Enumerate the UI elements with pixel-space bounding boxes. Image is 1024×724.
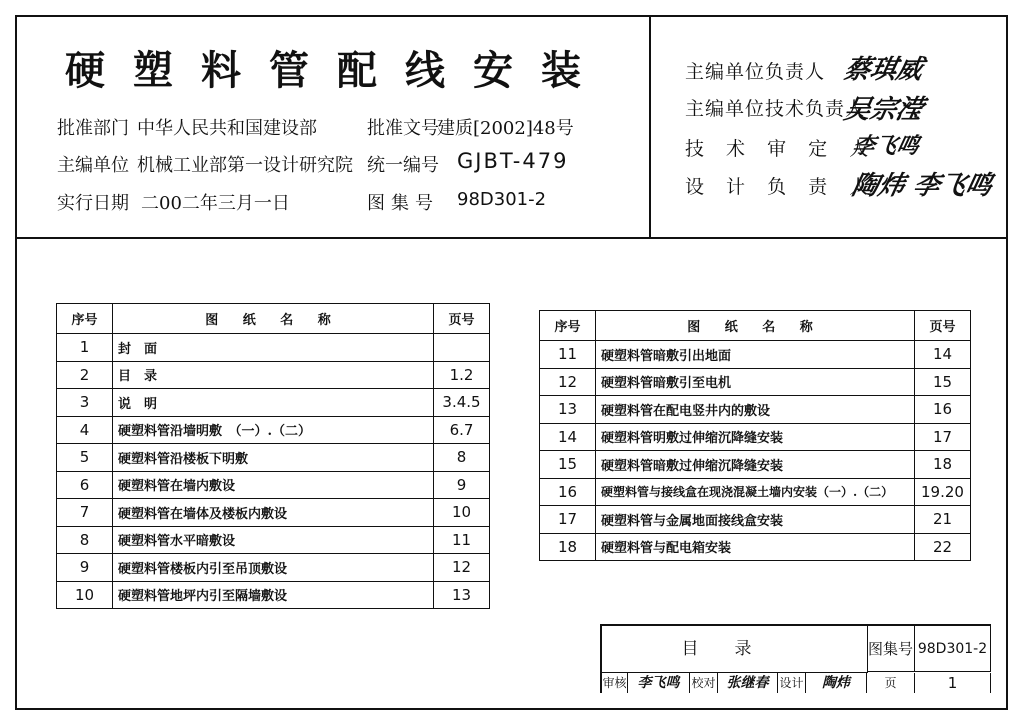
signature: 陶炜 李飞鸣 <box>849 171 995 201</box>
col-no-header: 序号 <box>57 304 113 334</box>
row-name: 目 录 <box>113 361 434 389</box>
table-row <box>540 368 971 396</box>
table-row <box>540 341 971 369</box>
row-no: 13 <box>540 396 596 424</box>
row-name: 硬塑料管水平暗敷设 <box>113 526 434 554</box>
index-table-right <box>539 310 971 561</box>
row-page <box>434 334 490 362</box>
row-name: 硬塑料管楼板内引至吊顶敷设 <box>113 554 434 582</box>
effective-date-label: 实行日期 <box>57 193 129 214</box>
unified-no: GJBT-479 <box>457 149 569 173</box>
unified-no-label: 统一编号 <box>367 155 439 176</box>
table-row <box>540 478 971 506</box>
table-row <box>57 526 490 554</box>
table-row <box>540 451 971 479</box>
table-row <box>540 396 971 424</box>
signatory-label: 技 术 审 定 人 <box>685 138 877 160</box>
page-label: 页 <box>867 673 915 693</box>
row-page: 15 <box>915 368 971 396</box>
row-name: 硬塑料管暗敷过伸缩沉降缝安装 <box>596 451 915 479</box>
table-row <box>57 334 490 362</box>
row-no: 18 <box>540 533 596 561</box>
signature: 蔡琪威 <box>841 55 926 85</box>
design-signature: 陶炜 <box>806 673 867 693</box>
signatory-label: 主编单位负责人 <box>685 61 826 83</box>
row-name: 硬塑料管沿墙明敷 （一）.（二） <box>113 416 434 444</box>
check-label: 校对 <box>690 673 718 693</box>
table-header-row <box>57 304 490 334</box>
document-title: 硬塑料管配线安装 <box>65 47 609 94</box>
row-name: 硬塑料管与配电箱安装 <box>596 533 915 561</box>
row-no: 7 <box>57 499 113 527</box>
approval-doc-label: 批准文号 <box>367 118 439 139</box>
editor-unit: 机械工业部第一设计研究院 <box>137 155 353 176</box>
approval-doc: 建质[2002]48号 <box>437 118 574 139</box>
row-no: 3 <box>57 389 113 417</box>
review-signature: 李飞鸣 <box>628 673 690 693</box>
table-row <box>57 416 490 444</box>
row-page: 6.7 <box>434 416 490 444</box>
cover-header <box>17 17 1006 239</box>
row-page: 17 <box>915 423 971 451</box>
check-signature: 张继春 <box>718 673 778 693</box>
table-row <box>57 471 490 499</box>
table-header-row <box>540 311 971 341</box>
row-name: 硬塑料管在配电竖井内的敷设 <box>596 396 915 424</box>
row-no: 1 <box>57 334 113 362</box>
row-name: 封 面 <box>113 334 434 362</box>
row-page: 9 <box>434 471 490 499</box>
row-name: 硬塑料管暗敷引至电机 <box>596 368 915 396</box>
col-name-header: 图 纸 名 称 <box>113 304 434 334</box>
signatory-label: 主编单位技术负责人 <box>685 98 866 120</box>
row-name: 硬塑料管在墙体及楼板内敷设 <box>113 499 434 527</box>
col-page-header: 页号 <box>434 304 490 334</box>
table-row <box>57 554 490 582</box>
atlas-no-label: 图集号 <box>867 626 915 672</box>
table-row <box>57 389 490 417</box>
table-row <box>57 361 490 389</box>
row-page: 11 <box>434 526 490 554</box>
row-name: 硬塑料管与接线盒在现浇混凝土墙内安装（一）.（二） <box>596 478 915 506</box>
review-label: 审核 <box>602 673 628 693</box>
row-name: 硬塑料管地坪内引至隔墙敷设 <box>113 581 434 609</box>
row-page: 18 <box>915 451 971 479</box>
row-page: 19.20 <box>915 478 971 506</box>
row-name: 硬塑料管暗敷引出地面 <box>596 341 915 369</box>
col-page-header: 页号 <box>915 311 971 341</box>
row-no: 16 <box>540 478 596 506</box>
table-row <box>57 444 490 472</box>
row-name: 硬塑料管与金属地面接线盒安装 <box>596 506 915 534</box>
table-row <box>540 533 971 561</box>
design-label: 设计 <box>778 673 806 693</box>
sheet-name: 目录 <box>602 626 868 673</box>
row-name: 硬塑料管明敷过伸缩沉降缝安装 <box>596 423 915 451</box>
row-no: 9 <box>57 554 113 582</box>
row-no: 4 <box>57 416 113 444</box>
editor-unit-label: 主编单位 <box>57 155 129 176</box>
row-no: 11 <box>540 341 596 369</box>
table-row <box>57 581 490 609</box>
row-name: 说 明 <box>113 389 434 417</box>
table-row <box>57 499 490 527</box>
table-row <box>540 423 971 451</box>
signature: 李飞鸣 <box>849 133 922 159</box>
row-page: 16 <box>915 396 971 424</box>
row-no: 12 <box>540 368 596 396</box>
row-page: 12 <box>434 554 490 582</box>
page-number: 1 <box>915 673 991 693</box>
header-divider <box>649 17 651 237</box>
row-no: 2 <box>57 361 113 389</box>
atlas-no-label: 图集号 <box>367 193 439 214</box>
atlas-no: 98D301-2 <box>457 189 547 210</box>
row-name: 硬塑料管沿楼板下明敷 <box>113 444 434 472</box>
index-table-left <box>56 303 490 609</box>
row-page: 13 <box>434 581 490 609</box>
approval-dept-label: 批准部门 <box>57 118 129 139</box>
row-no: 14 <box>540 423 596 451</box>
row-no: 15 <box>540 451 596 479</box>
row-page: 22 <box>915 533 971 561</box>
row-name: 硬塑料管在墙内敷设 <box>113 471 434 499</box>
col-no-header: 序号 <box>540 311 596 341</box>
row-page: 14 <box>915 341 971 369</box>
row-no: 8 <box>57 526 113 554</box>
signature: 吴宗滢 <box>841 95 926 125</box>
row-page: 1.2 <box>434 361 490 389</box>
row-no: 17 <box>540 506 596 534</box>
row-no: 5 <box>57 444 113 472</box>
atlas-no: 98D301-2 <box>915 626 991 672</box>
table-row <box>540 506 971 534</box>
approval-dept: 中华人民共和国建设部 <box>137 118 317 139</box>
row-no: 10 <box>57 581 113 609</box>
col-name-header: 图 纸 名 称 <box>596 311 915 341</box>
row-page: 21 <box>915 506 971 534</box>
row-page: 10 <box>434 499 490 527</box>
effective-date: 二00二年三月一日 <box>141 193 290 214</box>
title-block <box>600 624 991 693</box>
row-page: 3.4.5 <box>434 389 490 417</box>
row-no: 6 <box>57 471 113 499</box>
signatory-label: 设 计 负 责 人 <box>685 176 877 198</box>
row-page: 8 <box>434 444 490 472</box>
